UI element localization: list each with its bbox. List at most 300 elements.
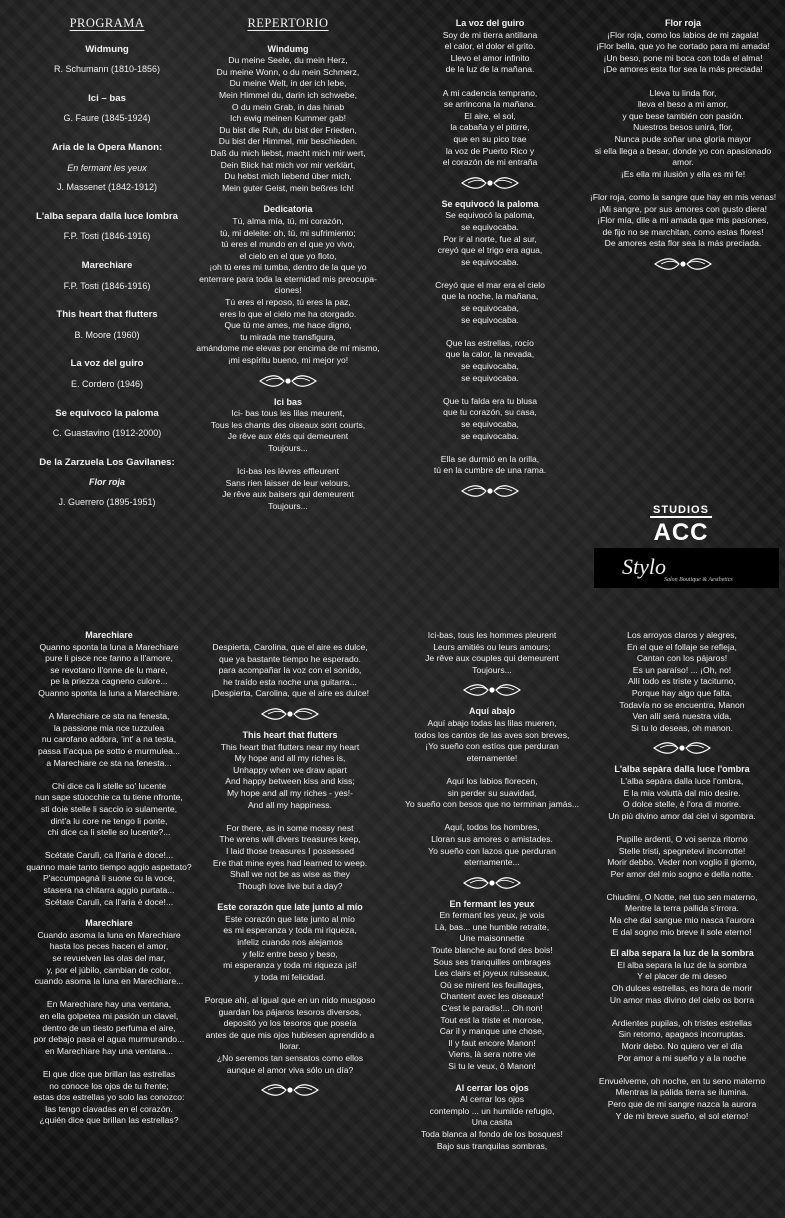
verse-line: se equivocaba. [461,221,519,232]
heart-column [190,642,390,1106]
verse-line [390,268,590,280]
verse-line: Du meine Seele, du mein Herz, [228,55,348,66]
verse-line: Cantan con los pájaros! [636,653,728,664]
verse-line: E la mia voluttà dal mio desire. [623,787,741,798]
despierta-text [190,642,390,700]
verse-line: para acompañar la voz con el sonido, [218,665,362,676]
verse-line: cuando asoma la luna en Marechiare... [34,976,184,987]
programa-item-composer: R. Schumann (1810-1856) [53,64,161,75]
verse-line: lleva el beso a mi amor, [637,99,729,110]
studios-acc-logo [646,502,716,551]
corazon-text [190,914,390,1076]
verse-line: se arrincona la mañana. [443,99,537,110]
verse-line: Aquí abajo todas las lilas mueren, [427,717,557,728]
verse-line: guardan los pájaros tesoros diversos, [218,1006,362,1017]
luz-text [582,960,782,1122]
verse-line: Ere that mine eyes had learned to weep. [212,857,368,868]
verse-line: dint'a lu core ne tengo li ponte, [50,815,168,826]
verse-line: y que bese también con pasión. [622,110,744,121]
verse-line: tu mirada me transfigura, [240,331,336,342]
verse-line [582,1006,782,1018]
marechiare-es-title: Marechiare [85,918,133,929]
marechiare-column [10,630,208,1137]
verse-line: Se equivocó la paloma, [445,210,535,221]
verse-line [390,326,590,338]
verse-line: ¡mi espíritu bueno, mi mejor yo! [227,355,349,366]
verse-line: estas dos estrellas yo solo las conozco: [33,1092,185,1103]
verse-line: Si tu le veux, ô Manon! [448,1061,536,1071]
verse-line: pure li pisce nce fanno a ll'amore, [45,653,173,664]
verse-line: ¿quién dice que brillan las estrellas? [39,1115,179,1126]
verse-line: Morir debo. No quiero ver el día [621,1041,743,1051]
verse-line [582,822,782,834]
aqui-text [392,718,592,869]
verse-line: tú en la cumbre de una rama. [433,465,547,476]
verse-line: se revotano ll'onne de lu mare, [50,664,168,675]
verse-line: Ardientes pupilas, oh tristes estrellas [612,1017,752,1028]
programa-item-subtitle: Flor roja [88,477,125,488]
verse-line: de la luz de la mañana. [445,64,535,75]
verse-line: passa ll'acqua pe sotto e murmulea... [37,745,181,756]
logo-stylo-sub: Salon Boutique & Aesthetics [664,577,733,583]
verse-line: Que tú me ames, me hace digno, [224,320,352,331]
verse-line [582,880,782,892]
ornament-icon [582,740,782,756]
icibas-title: Ici bas [273,396,302,407]
verse-line: se equivocaba, [461,361,519,372]
verse-line: mi esperanza y toda mi riqueza ¡sí! [223,960,357,971]
verse-line: Sans rien laisser de leur velours, [225,477,351,488]
verse-line: y toda mi felicidad. [254,971,326,982]
verse-line: ¡Mi sangre, por sus amores con gusto diera! [598,203,768,214]
flor-title: Flor roja [664,18,701,28]
verse-line: Nuestros besos unirá, flor, [633,122,733,133]
programa-item-title: This heart that flutters [56,309,158,321]
verse-line [188,455,388,467]
verse-line: sti doie stelle li saccio io sulamente, [40,803,178,814]
verse-line: And all my happiness. [247,799,333,810]
verse-line: infeliz cuando nos alejamos [237,937,343,948]
verse-line: Ici- bas tous les lilas meurent, [231,408,345,419]
verse-line: El alba separa la luz de la sombra [617,959,747,970]
verse-line: Llevo el amor infinito [450,52,530,63]
verse-line: For there, as in some mossy nest [226,822,354,833]
ornament-icon [190,1082,390,1098]
programa-list [8,44,206,509]
programa-item [8,211,206,243]
programa-item [8,457,206,509]
verse-line [190,811,390,823]
verse-line: Un amor mas divino del cielo os borra [609,994,755,1005]
verse-line: creyó que el trigo era agua, [437,245,543,256]
verse-line: ¡oh tú eres mi tumba, dentro de la que yo [209,262,367,273]
verse-line: O du mein Grab, in das hinab [231,101,345,112]
programa-item-composer: B. Moore (1960) [74,329,140,340]
verse-line: Bajo sus tranquilas sombras, [436,1140,548,1151]
verse-line: Este corazón que late junto al mío [225,913,355,924]
verse-line: Porque hay algo que falta, [631,687,733,698]
paloma-title: Se equivocó la paloma [441,198,539,209]
verse-line: L'alba sepàra dalla luce l'ombra, [620,775,744,786]
guiro-paloma-column [390,18,590,507]
verse-line: Todavía no se encuentra, Manon [619,699,745,710]
corazon-title: Este corazón que late junto al mío [217,902,363,913]
cerrar-title: Al cerrar los ojos [455,1082,529,1093]
programa-item-subtitle: En fermant les yeux [67,162,147,173]
ornament-icon [390,175,590,191]
verse-line: Tú, alma mía, tú, mi corazón, [232,215,344,226]
verse-line: Un più divino amor dal ciel vi sgombra. [608,810,756,821]
verse-line: E dal sogno mio breve il sole eterno! [612,926,752,937]
programa-column [8,18,206,525]
verse-line [588,180,778,192]
verse-line: Creyó que el mar era el cielo [435,279,545,290]
verse-line: Lleva tu linda flor, [649,87,717,98]
arroyos-text [582,630,782,734]
verse-line: Por ir al norte, fue al sur, [443,233,537,244]
verse-line: es mi esperanza y toda mi riqueza, [223,925,357,936]
verse-line: amor. [672,157,694,168]
verse-line [392,811,592,823]
verse-line: Aquí los labios florecen, [446,775,538,786]
verse-line: Shall we not be as wise as they [230,869,350,880]
verse-line [582,1064,782,1076]
programa-item-composer: E. Cordero (1946) [70,378,144,389]
logo-studios-text: STUDIOS [653,504,709,516]
marechiare-title: Marechiare [85,630,133,640]
verse-line: Stelle tristi, spegnetevi incorrotte! [618,845,746,856]
flor-column [588,18,778,280]
verse-line: y, por el júbilo, cambian de color, [46,964,172,975]
verse-line: se equivocaba. [461,372,519,383]
programa-item [8,408,206,440]
verse-line: Toute blanche au fond des bois! [431,945,553,956]
programa-item [8,44,206,76]
verse-line: Mientras la pálida tierra se ilumina. [615,1087,749,1098]
verse-line: nun sape stùocchie ca tu tiene nfronte, [35,792,183,803]
verse-line: A mi cadencia temprano, [442,87,538,98]
verse-line: Une maisonnette [459,933,525,944]
verse-line: que tu corazón, su casa, [443,407,537,418]
verse-line: en ella golpetea mi pasión un clavel, [39,1011,179,1021]
programa-item-title: Aria de la Opera Manon: [51,141,163,153]
verse-line [190,983,390,995]
verse-line: de fijo no se marchitan, como estas flores! [602,226,764,237]
verse-line: Chiudimi, O Notte, nel tuo sen materno, [606,891,758,902]
verse-line: Chantent avec les oiseaux! [440,991,544,1002]
verse-line: Soy de mi tierra antillana [442,29,538,40]
verse-line: Que las estrellas, rocío [446,337,534,348]
verse-line: ¡Flor mía, dile a mi amada que mis pasiones, [597,215,769,226]
verse-line: Ella se durmió en la orilla, [440,453,540,464]
ornament-icon [390,483,590,499]
programa-item-composer: C. Guastavino (1912-2000) [52,428,162,439]
verse-line: Toujours... [472,664,512,675]
verse-line: ¡Flor roja, como los labios de mi zagala! [607,29,759,40]
programa-item [8,260,206,292]
heart-text [190,742,390,893]
marechiare-text [10,642,208,909]
verse-line: Yo sueño con lazos que perduran [428,845,556,856]
verse-line: En fermant les yeux, je vois [439,910,545,921]
verse-line [390,442,590,454]
verse-line: De amores esta flor sea la más preciada. [604,238,762,249]
verse-line: Je rêve aux baisers qui demeurent [222,489,354,500]
verse-line: Quanno sponta la luna a Marechiare. [38,687,180,698]
verse-line: pe la priezza cagneno culore... [50,676,168,687]
paloma-text [390,210,590,477]
widmung-title: Windumg [267,43,309,54]
alba-text [582,776,782,938]
verse-line [588,76,778,88]
verse-line: Y el placer de mi deseo [637,971,727,982]
verse-line: Chi dice ca li stelle so' lucente [51,780,167,791]
verse-line: Pupille ardenti, O voi senza ritorno [616,833,748,844]
verse-line: se equivocaba, [461,419,519,429]
verse-line: Y de mi breve sueño, el sol eterno! [615,1110,749,1121]
verse-line: se equivocaba. [461,314,519,325]
verse-line: si ella llega a besar, donde yo con apasionado [594,145,772,156]
verse-line: Envuélveme, oh noche, en tu seno materno [598,1075,766,1086]
programa-item-title: Se equivoco la paloma [55,407,159,419]
dedicatoria-text [188,216,388,367]
verse-line: que la calor, la nevada, [445,349,535,360]
verse-line: Quanno sponta la luna a Marechiare [39,641,179,652]
verse-line: enterrare para toda la eternidad mis preocupa- [199,273,377,284]
verse-line: he traído esta noche una guitarra... [223,676,357,687]
programa-item-title: Ici – bas [88,92,126,104]
verse-line: Oh dulces estrellas, es hora de morir [611,983,753,994]
verse-line: Los arroyos claros y alegres, [627,630,737,640]
verse-line: todos los cantos de las aves son breves, [414,729,570,740]
verse-line: hasta los peces hacen el amor, [49,941,169,952]
verse-line: el corazón de mi entraña [442,157,538,168]
verse-line: Ici-bas, tous les hommes pleurent [427,630,557,640]
marechiare-es-text [10,930,208,1127]
luz-title: El alba separa la luz de la sombra [610,948,754,959]
logo-stylo-text: Stylo [622,554,666,579]
alba-title: L'alba sepàra dalla luce l'ombra [614,764,750,775]
ornament-icon [588,256,778,272]
verse-line: tú, mi deleite: oh, tú, mi sufrimiento; [220,227,356,238]
programa-item [8,142,206,194]
verse-line: y feliz entre beso y beso, [242,948,338,959]
verse-line: que la noche, la mañana, [441,291,539,302]
repertorio-heading: REPERTORIO [247,16,329,30]
verse-line: se equivocaba. [461,430,519,441]
programa-item-composer: F.P. Tosti (1846-1916) [63,280,151,291]
aqui-title: Aquí abajo [468,706,515,717]
verse-line: Lloran sus amores o amistades. [431,833,553,844]
ornament-icon [392,682,592,698]
verse-line: ¿No seremos tan sensatos como ellos [216,1053,364,1063]
verse-line: My hope and all my riches - yes!- [226,787,354,798]
programa-item-title: La voz del guiro [70,358,144,370]
verse-line: se revuelven las olas del mar, [52,953,166,964]
verse-line [10,1057,208,1069]
verse-line: Tout est la triste et morose, [440,1014,544,1025]
programa-item-title: L'alba separa dalla luce lombra [36,210,178,222]
ornament-icon [190,706,390,722]
verse-line: O dolce stelle, è l'ora di morire. [622,799,742,810]
verse-line: En Marechiare hay una ventana, [46,999,172,1010]
verse-line: las tengo clavadas en el corazón. [45,1103,173,1114]
verse-line: ciones! [274,285,302,296]
programa-item-composer: J. Guerrero (1895-1951) [58,496,156,507]
verse-line: Tous les chants des oiseaux sont courts, [210,419,366,430]
verse-line: tú eres el mundo en el que yo vivo, [221,239,355,250]
logo-acc-text: ACC [653,519,709,546]
verse-line [390,384,590,396]
dedicatoria-title: Dedicatoria [263,204,313,215]
programa-item-title: Marechiare [81,259,133,271]
icibas2-text [392,630,592,676]
verse-line: que en su pico trae [453,133,527,144]
verse-line: A Marechiare ce sta na fenesta, [48,711,170,722]
verse-line [10,988,208,1000]
verse-line: En el que el follaje se refleja, [627,641,737,652]
verse-line: Viens, là sera notre vie [448,1049,536,1060]
widmung-text [188,55,388,194]
verse-line [392,764,592,776]
programa-item-composer: G. Faure (1845-1924) [63,113,151,124]
verse-line [390,76,590,88]
verse-line: Du bist der Himmel, mir beschieden. [218,136,358,147]
cerrar-text [392,1094,592,1152]
programa-item-composer: F.P. Tosti (1846-1916) [63,231,151,242]
verse-line: P'accumpagnà li suone cu la voce, [42,873,176,884]
programa-heading: PROGRAMA [69,16,145,30]
verse-line: stasera na chitarra aggio purtata... [43,885,175,896]
verse-line: Les clairs et joyeux ruisseaux, [434,968,550,979]
verse-line: ¡Yo sueño con estíos que perduran [425,741,559,752]
verse-line: Sous ses tranquilles ombrages [433,956,551,967]
verse-line [10,700,208,712]
verse-line: Cuando asoma la luna en Marechiare [37,929,181,940]
verse-line: Toda blanca al fondo de los bosques! [421,1128,563,1139]
verse-line: Si tu lo deseas, oh manon. [631,722,733,733]
verse-line [10,839,208,851]
verse-line: Leurs amitiés ou leurs amours; [433,641,551,652]
verse-line: la passione mia nce tuzzulea [53,722,165,733]
heart-title: This heart that flutters [242,729,338,740]
verse-line: ¡Flor bella, que yo he cortado para mi amada! [596,41,770,52]
verse-line: chi dice ca li stelle so lucente?... [47,827,171,838]
verse-line: a Marechiare ce sta na fenesta... [46,757,172,768]
verse-line: la voz de Puerto Rico y [445,145,535,156]
verse-line: depositó yo los tesoros que poseía [223,1018,357,1029]
verse-line: Sin retorno, apagaos incorruptas. [618,1029,746,1040]
fermant-column [392,630,592,1162]
verse-line: Por amor a mi sueño y a la noche [617,1052,747,1063]
ornament-icon [392,875,592,891]
verse-line: Mein Himmel du, darin ich schwebe, [218,89,358,100]
verse-line: el cielo en el que yo floto, [239,250,337,261]
verse-line: dentro de un tiesto perfuma el aire, [42,1022,176,1033]
fermant-text [392,910,592,1072]
verse-line: ¡De amores esta flor sea la más preciada! [603,64,763,75]
repertorio-column [188,18,388,523]
verse-line: Toujours... [268,500,308,511]
verse-line: Pero que de mi sangre nazca la aurora [607,1098,757,1109]
verse-line: Du meine Wonn, o du mein Schmerz, [216,66,360,77]
verse-line: no conoce los ojos de tu frente; [49,1080,169,1091]
verse-line: Toujours... [268,443,308,453]
verse-line [10,769,208,781]
verse-line: Nunca pude soñar una gloria mayor [614,133,752,144]
verse-line: Despierta, Carolina, que el aire es dulce, [212,642,368,652]
verse-line: My hope and all my riches is, [234,753,346,764]
verse-line: antes de que mis ojos hubiesen aprendido a [205,1029,375,1040]
verse-line: Car il y manque une chose, [439,1026,545,1037]
verse-line: Tú eres el reposo, tú eres la paz, [225,297,351,308]
verse-line: Ici-bas les lèvres effleurent [236,466,340,477]
programa-item-composer: J. Massenet (1842-1912) [56,182,158,193]
verse-line: eres lo que el cielo me ha otorgado. [219,308,357,319]
verse-line: I laid those treasures I possessed [225,845,355,856]
verse-line: This heart that flutters near my heart [220,741,360,752]
verse-line: El aire, el sol, [464,110,516,121]
verse-line: llorar. [279,1041,301,1052]
verse-line: el calor, el dolor el grito. [444,41,536,52]
fermant-title: En fermant les yeux [449,898,535,909]
verse-line: Per amor del mio sogno e della notte. [610,868,754,879]
programa-item-title: De la Zarzuela Los Gavilanes: [39,456,175,468]
verse-line: la cabaña y el pitirre, [450,122,530,133]
verse-line: Que tu falda era tu blusa [442,395,538,406]
verse-line: ¡Flor roja, como la sangre que hay en mis venas! [589,191,777,202]
verse-line: Là, bas... une humble retraite, [434,921,550,932]
verse-line: Porque ahí, al igual que en un nido musgoso [204,995,376,1006]
verse-line: sin perder su suavidad, [447,787,537,798]
verse-line: se equivocaba. [461,256,519,267]
verse-line: que ya bastante tiempo he esperado. [219,653,361,664]
verse-line: Du hebst mich liebend über mich, [224,171,352,182]
verse-line: aunque el amor viva sólo un día? [226,1064,354,1075]
verse-line: Scétate Carulì, ca ll'aria è doce!... [44,896,174,907]
verse-line: Ich ewig meinen Kummer gab! [229,113,347,124]
verse-line: ¡Es ella mi ilusión y ella es mi fe! [620,168,746,179]
guiro-title: La voz del guiro [455,18,525,28]
verse-line: amándome me elevas por encima de mí mismo, [196,343,380,354]
programa-item [8,358,206,390]
verse-line: nu carofano addora, 'int' a na testa, [41,734,177,745]
verse-line: Du meine Welt, in der ich lebe, [229,78,347,89]
verse-line: Je rêve aux étés qui demeurent [227,431,349,442]
verse-line: Yo sueño con besos que no terminan jamás... [404,799,580,810]
ornament-icon [188,373,388,389]
verse-line: se equivocaba, [461,303,519,314]
programa-item [8,309,206,341]
verse-line: contemplo ... un humilde refugio, [429,1105,555,1116]
verse-line: Il y faut encore Manon! [448,1037,536,1048]
verse-line: C'est le paradis!... Oh non! [441,1003,543,1014]
verse-line: Mentre la terra pallida s'irrora. [625,903,739,914]
alba-column [582,630,782,1132]
guiro-text [390,30,590,169]
verse-line: Ven allí será nuestra vida, [632,711,732,722]
verse-line: Daß du mich liebst, macht mich mir wert, [210,147,366,158]
verse-line: Ma che dal sangue mio nasca l'aurora [609,915,755,926]
verse-line: quanno maie tanto tiempo aggio aspettato? [26,861,192,872]
verse-line: ¡Un beso, pone mi boca con toda el alma! [603,52,763,63]
verse-line: Dein Blick hat mich vor mir verklärt, [220,159,356,170]
verse-line: en Marechiare hay una ventana... [44,1045,174,1056]
verse-line: El que dice que brillan las estrellas [42,1068,176,1079]
verse-line: por debajo pasa el agua murmurando... [33,1034,185,1045]
verse-line: Es un paraíso! ... ¡Oh, no! [632,664,732,675]
verse-line: Al cerrar los ojos [460,1094,524,1105]
